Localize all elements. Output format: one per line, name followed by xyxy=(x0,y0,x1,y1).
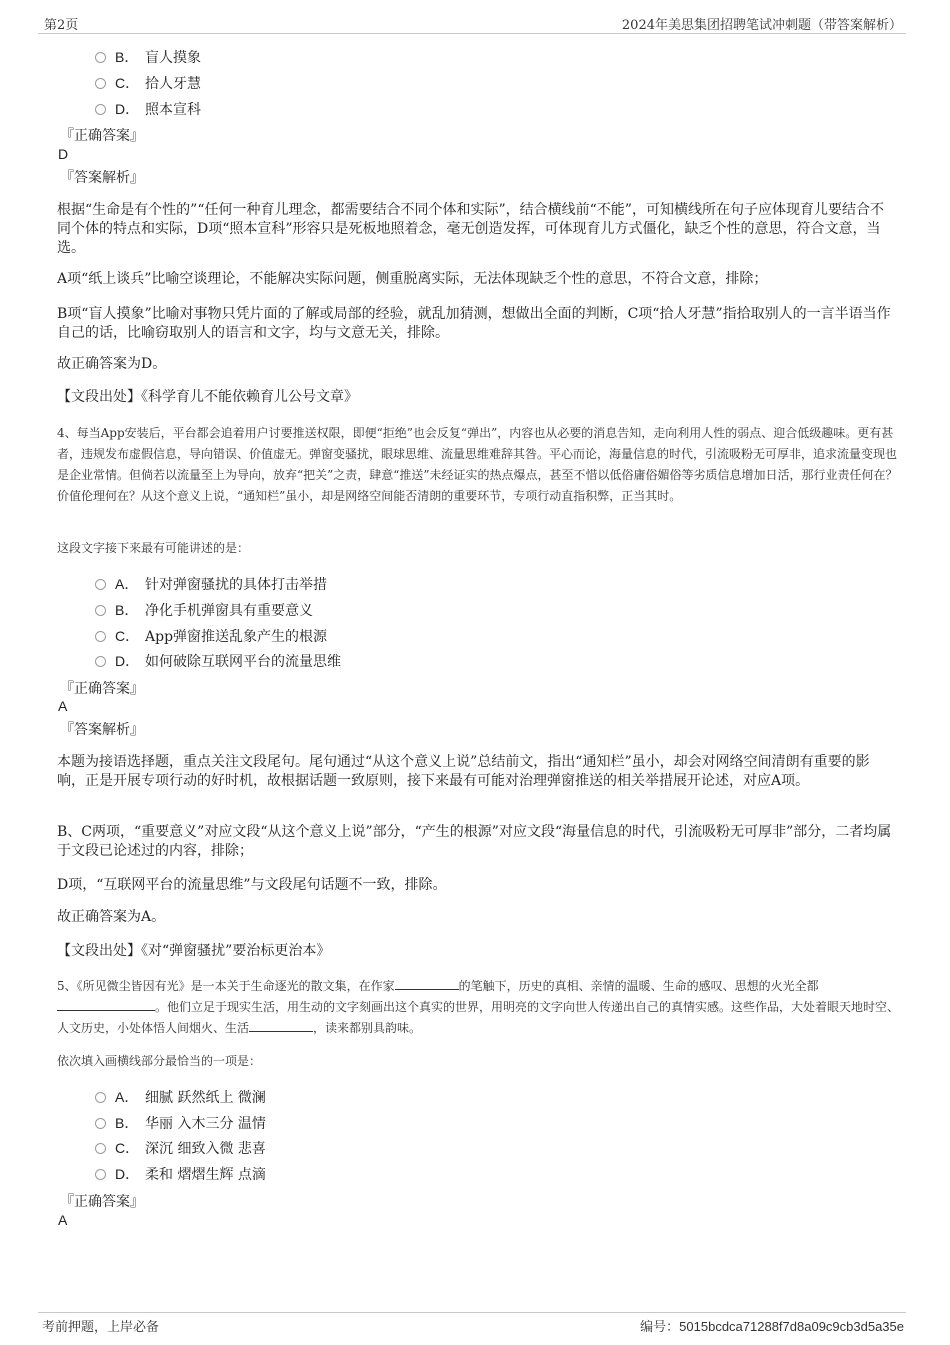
q4-analysis-p1: 本题为接语选择题，重点关注文段尾句。尾句通过“从这个意义上说”总结前文，指出“通知栏”虽小，却会对网络空间清朗有重要的影响，正是开展专项行动的好时机，故根据话题一致原则，接下来最有可能对治理弹窗推送的相关举措展开论述，对应A项。 xyxy=(57,754,870,789)
page-number: 第2页 xyxy=(44,18,79,33)
radio-icon[interactable] xyxy=(95,1169,106,1180)
q5-answer-label: 『正确答案』 xyxy=(60,1194,144,1210)
q4-analysis-p3: D项，“互联网平台的流量思维”与文段尾句话题不一致，排除。 xyxy=(57,877,447,893)
radio-icon[interactable] xyxy=(95,656,106,667)
q3-answer-label: 『正确答案』 xyxy=(60,128,144,144)
page-header xyxy=(38,14,906,34)
q4-source: 【文段出处】《对“弹窗骚扰”要治标更治本》 xyxy=(57,943,331,959)
q4-analysis-label: 『答案解析』 xyxy=(60,722,144,738)
document-title: 2024年美思集团招聘笔试冲刺题（带答案解析） xyxy=(621,18,902,33)
q4-question: 4、每当App安装后，平台都会追着用户讨要推送权限，即便“拒绝”也会反复“弹出”，内容也从必要的消息告知，走向利用人性的弱点、迎合低级趣味。更有甚者，违规发布虚假信息，导向错误、价值虚无。弹窗变骚扰，眼球思维、流量思维难辞其咎。平心而论，海量信息的时代，引流吸粉无可厚非，追求流量变现也是企业常情。但倘若以流量至上为导向，放弃“把关”之责，肆意“推送”未经证实的热点爆点，甚至不惜以低俗庸俗媚俗等劣质信息增加日活，那行业责任何在？价值伦理何在？从这个意义上说，“通知栏”虽小，却是网络空间能否清朗的重要环节，专项行动直指积弊，正当其时。 xyxy=(57,426,898,503)
radio-icon[interactable] xyxy=(95,579,106,590)
radio-icon[interactable] xyxy=(95,52,106,63)
radio-icon[interactable] xyxy=(95,104,106,115)
q4-answer: A xyxy=(58,698,68,714)
q3-source: 【文段出处】《科学育儿不能依赖育儿公号文章》 xyxy=(57,389,358,405)
q5-question: 5、《所见微尘皆因有光》是一本关于生命逐光的散文集，在作家 的笔触下，历史的真相、亲情的温暖、生命的感叹、思想的火光全都。他们立足于现实生活，用生动的文字刻画出这个真实的世界，用明亮的文字向世人传递出自己的真情实感。这些作品，大处着眼天地时空、人文历史，小处体悟人间烟火、生活 ，读来都别具韵味。 xyxy=(57,979,900,1035)
radio-icon[interactable] xyxy=(95,631,106,642)
q3-analysis-p2: A项“纸上谈兵”比喻空谈理论，不能解决实际问题，侧重脱离实际，无法体现缺乏个性的意思，不符合文意，排除； xyxy=(57,271,768,287)
document-code: 编号：5015bcdca71288f7d8a09c9cb3d5a35e xyxy=(640,1319,904,1335)
page-footer xyxy=(38,1312,906,1338)
q5-answer: A xyxy=(58,1212,68,1228)
q4-analysis-p4: 故正确答案为A。 xyxy=(57,909,166,925)
q4-answer-label: 『正确答案』 xyxy=(60,681,144,697)
radio-icon[interactable] xyxy=(95,605,106,616)
q3-analysis-p3: B项“盲人摸象”比喻对事物只凭片面的了解或局部的经验，就乱加猜测，想做出全面的判断，C项“拾人牙慧”指拾取别人的一言半语当作自己的话，比喻窃取别人的语言和文字，均与文意无关，排除。 xyxy=(57,306,891,341)
q3-answer: D xyxy=(58,146,69,162)
footer-slogan: 考前押题，上岸必备 xyxy=(42,1320,160,1335)
q3-analysis-p1: 根据“生命是有个性的”“任何一种育儿理念，都需要结合不同个体和实际”，结合横线前“不能”，可知横线所在句子应体现育儿要结合不同个体的特点和实际，D项“照本宣科”形容只是死板地照着念，毫无创造发挥，可体现育儿方式僵化，缺乏个性的意思，符合文意，当选。 xyxy=(57,202,884,256)
radio-icon[interactable] xyxy=(95,1092,106,1103)
q5-prompt: 依次填入画横线部分最恰当的一项是： xyxy=(57,1054,262,1068)
q3-analysis-p4: 故正确答案为D。 xyxy=(57,356,167,372)
q3-analysis-label: 『答案解析』 xyxy=(60,170,144,186)
q4-analysis-p2: B、C两项，“重要意义”对应文段“从这个意义上说”部分，“产生的根源”对应文段“海量信息的时代，引流吸粉无可厚非”部分，二者均属于文段已论述过的内容，排除； xyxy=(57,824,892,859)
fill-blank-2[interactable] xyxy=(57,999,155,1011)
fill-blank-3[interactable] xyxy=(249,1020,313,1032)
q4-prompt: 这段文字接下来最有可能讲述的是： xyxy=(57,541,250,555)
radio-icon[interactable] xyxy=(95,1143,106,1154)
fill-blank-1[interactable] xyxy=(395,978,459,990)
radio-icon[interactable] xyxy=(95,78,106,89)
radio-icon[interactable] xyxy=(95,1118,106,1129)
